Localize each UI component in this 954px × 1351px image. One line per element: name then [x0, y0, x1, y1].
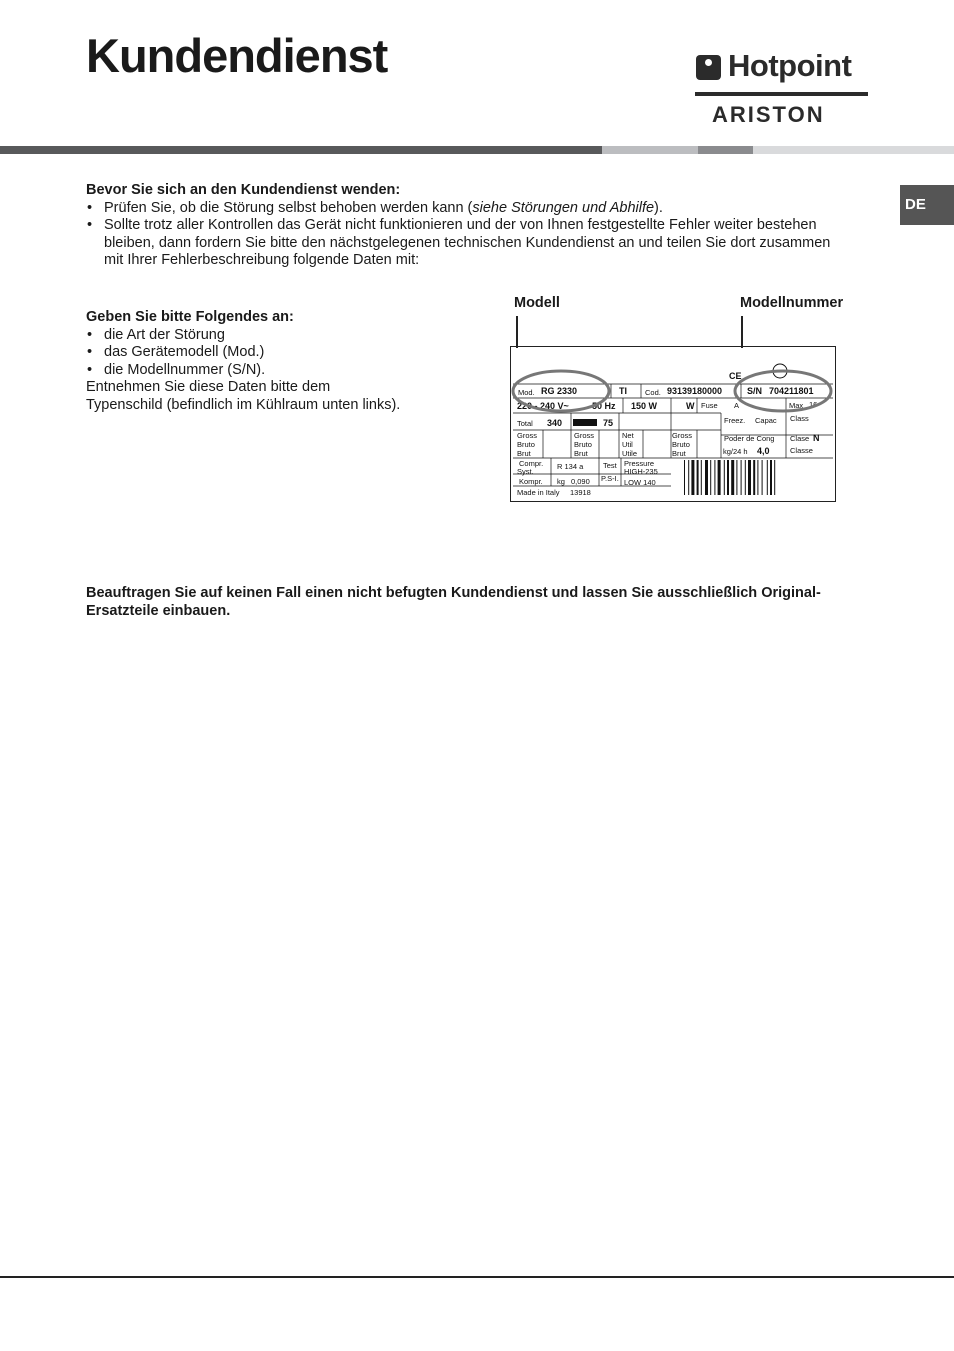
- cod-value: 93139180000: [667, 386, 723, 396]
- kg24-value: 4,0: [757, 446, 770, 456]
- gross-label: Gross: [574, 431, 595, 440]
- barcode-bar: [691, 460, 694, 495]
- warning-text: Beauftragen Sie auf keinen Fall einen nicht befugten Kundendienst und lassen Sie ausschließlich Original-Ersatzteile einbauen.: [86, 585, 821, 619]
- util-label: Util: [622, 440, 633, 449]
- barcode-bar: [745, 460, 746, 495]
- star-value: 75: [603, 418, 614, 428]
- max-value: 16: [809, 400, 818, 409]
- logo-brand-line1: Hotpoint: [728, 48, 852, 83]
- bruto-label: Bruto: [574, 440, 592, 449]
- compr-label: Compr.: [519, 459, 544, 468]
- refrigerant-value: R 134 a: [557, 462, 584, 471]
- barcode-bar: [697, 460, 699, 495]
- info-heading: Geben Sie bitte Folgendes an:: [86, 309, 294, 325]
- footer-rule: [0, 1276, 954, 1278]
- page-title: Kundendienst: [86, 29, 388, 82]
- barcode-bar: [753, 460, 755, 495]
- rating-plate-drawing: [511, 347, 837, 503]
- kg-value: 0,090: [571, 477, 590, 486]
- high-value: HIGH-235: [624, 467, 658, 476]
- barcode-bar: [741, 460, 742, 495]
- list-item: • Sollte trotz aller Kontrollen das Gerät nicht funktionieren und der von Ihnen festgestellte Fehler weiter bestehen bleiben, dann fordern Sie bitte den nächstgelegenen technischen Kundendienst an und teilen Sie dort zusammen mit Ihrer Fehlerbeschreibung folgende Daten mit:: [86, 217, 831, 270]
- header-band-pale: [753, 146, 954, 154]
- mod-label: Mod.: [518, 388, 535, 397]
- list-item: • das Gerätemodell (Mod.): [86, 344, 416, 362]
- list-item: • die Art der Störung: [86, 327, 416, 345]
- barcode-bar: [774, 460, 775, 495]
- barcode-bar: [688, 460, 689, 495]
- kompr-label: Kompr.: [519, 477, 543, 486]
- barcode-bar: [684, 460, 685, 495]
- gross-label: Gross: [672, 431, 693, 440]
- syst-label: Syst.: [517, 467, 534, 476]
- amp-label: A: [734, 401, 740, 410]
- intro-heading: Bevor Sie sich an den Kundendienst wenden:: [86, 182, 401, 198]
- intro-list: [86, 200, 831, 270]
- mod-value: RG 2330: [541, 386, 578, 396]
- barcode-bar: [714, 460, 715, 495]
- gross-label: Gross: [517, 431, 538, 440]
- barcode-bar: [705, 460, 708, 495]
- model-pointer: [516, 316, 518, 348]
- serial-label: Modellnummer: [740, 295, 844, 311]
- brut-label: Brut: [517, 449, 531, 458]
- made-in-label: Made in Italy: [517, 488, 560, 497]
- ti-label: TI: [619, 386, 627, 396]
- rating-plate: [510, 346, 836, 502]
- info-section: [86, 309, 416, 415]
- logo-rule: [695, 92, 868, 96]
- test-label: Test: [603, 461, 617, 470]
- model-label: Modell: [514, 295, 560, 311]
- bullet-text: ).: [654, 199, 663, 216]
- cod-label: Cod.: [645, 388, 661, 397]
- barcode-bar: [710, 460, 711, 495]
- info-note: Entnehmen Sie diese Daten bitte dem Typenschild (befindlich im Kühlraum unten links).: [86, 379, 401, 413]
- brut-label: Brut: [672, 449, 686, 458]
- header-band-dark: [0, 146, 602, 154]
- sn-value: 704211801: [769, 386, 814, 396]
- max-label: Max: [789, 401, 804, 410]
- kg24-label: kg/24 h: [723, 447, 748, 456]
- kg-label: kg: [557, 477, 565, 486]
- hotpoint-ariston-logo: [694, 48, 868, 127]
- barcode-bar: [770, 460, 772, 495]
- power-value: 150 W: [631, 401, 658, 411]
- barcode-bar: [731, 460, 734, 495]
- intro-section: [86, 182, 831, 270]
- fuse-label: Fuse: [701, 401, 718, 410]
- total-label: Total: [517, 419, 533, 428]
- bullet-text: Prüfen Sie, ob die Störung selbst behoben werden kann (: [104, 199, 473, 216]
- total-value: 340: [547, 418, 563, 428]
- header-band-mid: [698, 146, 753, 154]
- brand-mark-icon: [696, 55, 721, 80]
- bullet-reference: siehe Störungen und Abhilfe: [472, 199, 655, 216]
- low-value: LOW 140: [624, 478, 656, 487]
- info-list: [86, 327, 416, 380]
- barcode-bar: [762, 460, 763, 495]
- brut-label: Brut: [574, 449, 588, 458]
- logo-brand-line2: ARISTON: [712, 102, 825, 127]
- sn-label: S/N: [747, 386, 763, 396]
- barcode: [684, 460, 775, 495]
- ce-mark: CE: [729, 371, 742, 381]
- hz-value: 50 Hz: [592, 401, 616, 411]
- class-value: N: [813, 433, 820, 443]
- bruto-label: Bruto: [517, 440, 535, 449]
- barcode-bar: [727, 460, 729, 495]
- list-item: • die Modellnummer (S/N).: [86, 362, 416, 380]
- list-item: [86, 200, 831, 218]
- voltage-value: 220 - 240 V~: [517, 401, 569, 411]
- barcode-bar: [736, 460, 737, 495]
- barcode-bar: [724, 460, 725, 495]
- classe-label: Classe: [790, 446, 813, 455]
- clase-label: Clase: [790, 434, 810, 443]
- header-band-light: [602, 146, 698, 154]
- net-label: Net: [622, 431, 634, 440]
- barcode-bar: [757, 460, 758, 495]
- barcode-bar: [767, 460, 768, 495]
- lamp-power: W: [686, 401, 695, 411]
- made-code: 13918: [570, 488, 591, 497]
- bruto-label: Bruto: [672, 440, 690, 449]
- poder-label: Poder de Cong: [724, 434, 775, 443]
- barcode-bar: [701, 460, 702, 495]
- language-tab: DE: [900, 185, 954, 225]
- capac-label: Capac: [755, 416, 777, 425]
- serial-pointer: [741, 316, 743, 348]
- star-rating-icon: [573, 419, 597, 426]
- freez-label: Freez.: [724, 416, 746, 425]
- pressure-label: Pressure: [624, 459, 655, 468]
- barcode-bar: [718, 460, 721, 495]
- psi-label: P.S-I.: [601, 474, 619, 483]
- utile-label: Utile: [622, 449, 638, 458]
- class-label: Class: [790, 414, 809, 423]
- barcode-bar: [748, 460, 751, 495]
